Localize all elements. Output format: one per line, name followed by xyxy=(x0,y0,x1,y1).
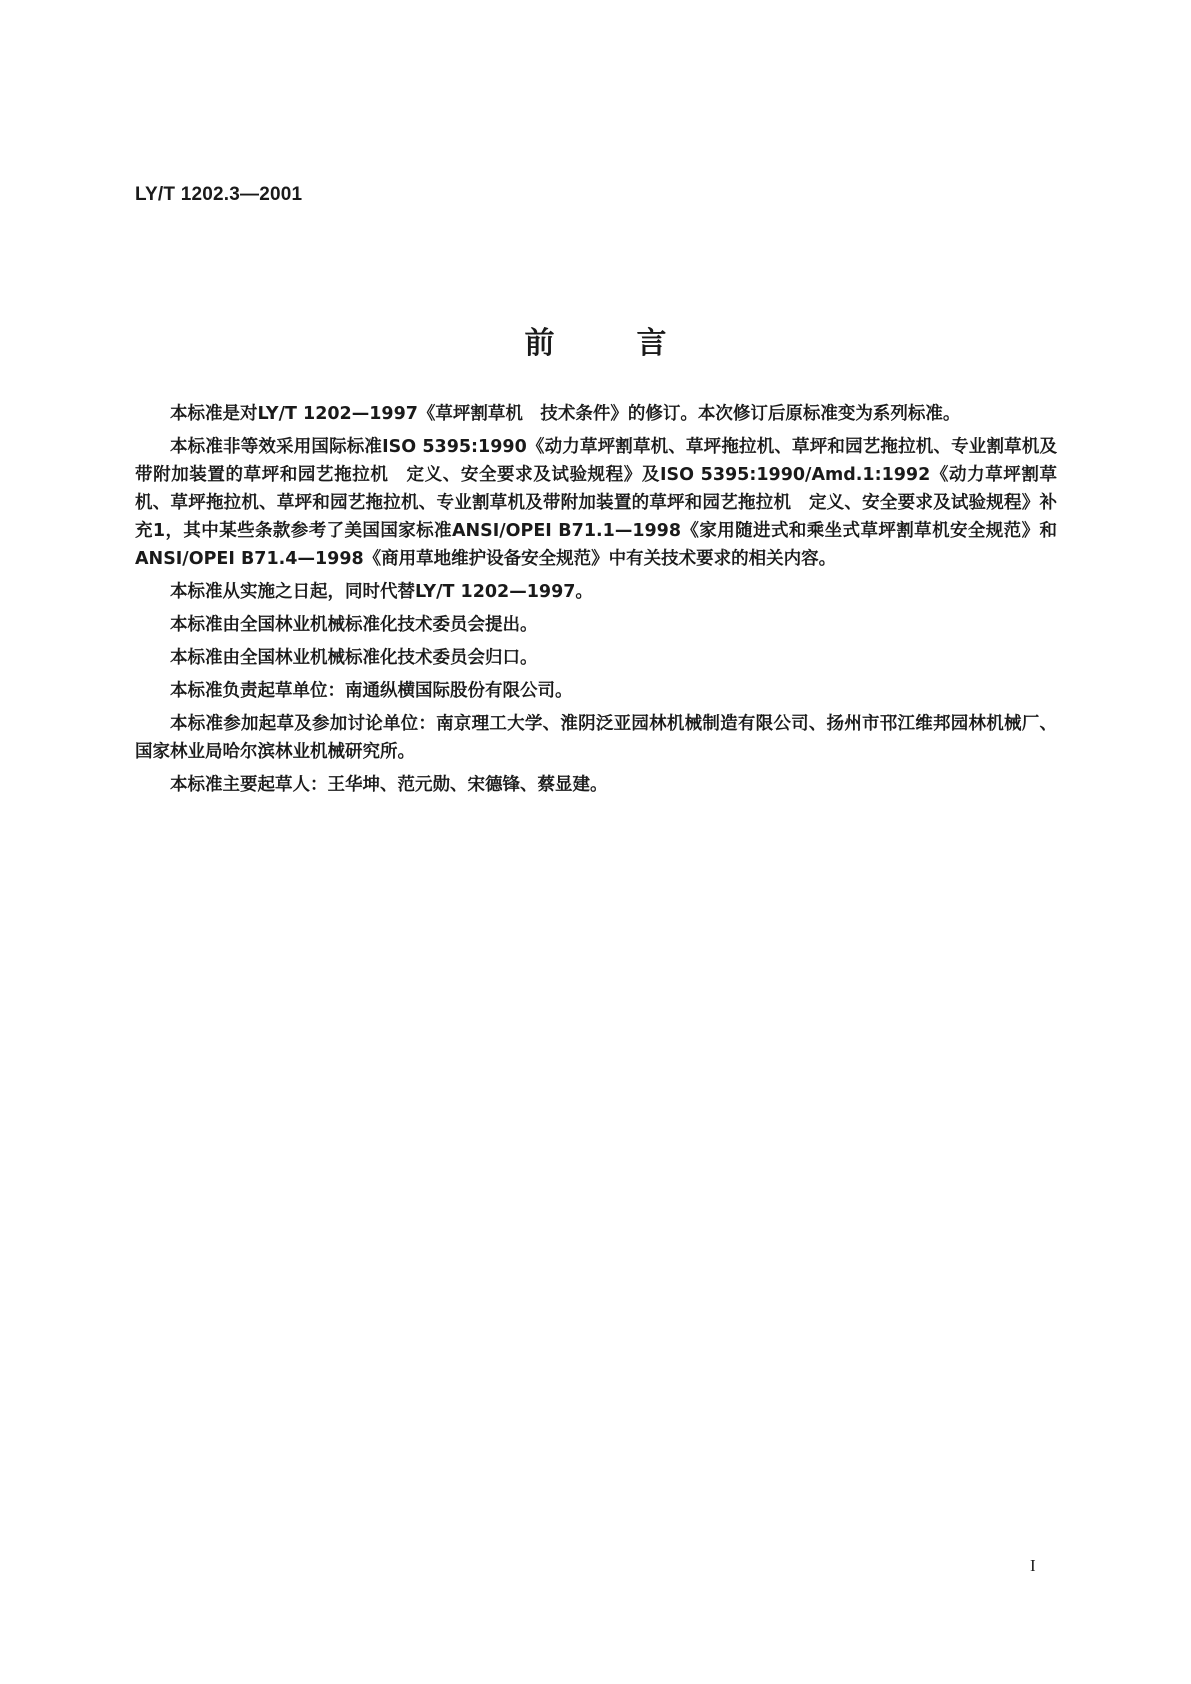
document-code: LY/T 1202.3—2001 xyxy=(135,184,303,205)
paragraph-participating-units: 本标准参加起草及参加讨论单位：南京理工大学、淮阴泛亚园林机械制造有限公司、扬州市邗江维邦园林机械厂、国家林业局哈尔滨林业机械研究所。 xyxy=(135,714,1057,762)
paragraph-adoption: 本标准非等效采用国际标准ISO 5395:1990《动力草坪割草机、草坪拖拉机、草坪和园艺拖拉机、专业割草机及带附加装置的草坪和园艺拖拉机 定义、安全要求及试验规程》及ISO 5395:1990/Amd.1:1992《动力草坪割草机、草坪拖拉机、草坪和园艺拖拉机、专业割草机及带附加装置的草坪和园艺拖拉机 定义、安全要求及试验规程》补充1，其中某些条款参考了美国国家标准ANSI/OPEI B71.1—1998《家用随进式和乘坐式草坪割草机安全规范》和ANSI/OPEI B71.4—1998《商用草地维护设备安全规范》中有关技术要求的相关内容。 xyxy=(135,437,1057,569)
paragraph-drafters: 本标准主要起草人：王华坤、范元勋、宋德锋、蔡显建。 xyxy=(170,775,608,795)
foreword-body xyxy=(135,400,1057,804)
paragraph-drafting-unit: 本标准负责起草单位：南通纵横国际股份有限公司。 xyxy=(170,681,573,701)
paragraph-centralized-by: 本标准由全国林业机械标准化技术委员会归口。 xyxy=(170,648,538,668)
page-number: I xyxy=(1030,1556,1036,1575)
paragraph-proposed-by: 本标准由全国林业机械标准化技术委员会提出。 xyxy=(170,615,538,635)
paragraph-replacement: 本标准从实施之日起，同时代替LY/T 1202—1997。 xyxy=(170,582,593,602)
page-title: 前言 xyxy=(524,326,749,361)
paragraph-revision: 本标准是对LY/T 1202—1997《草坪割草机 技术条件》的修订。本次修订后原标准变为系列标准。 xyxy=(170,404,961,424)
